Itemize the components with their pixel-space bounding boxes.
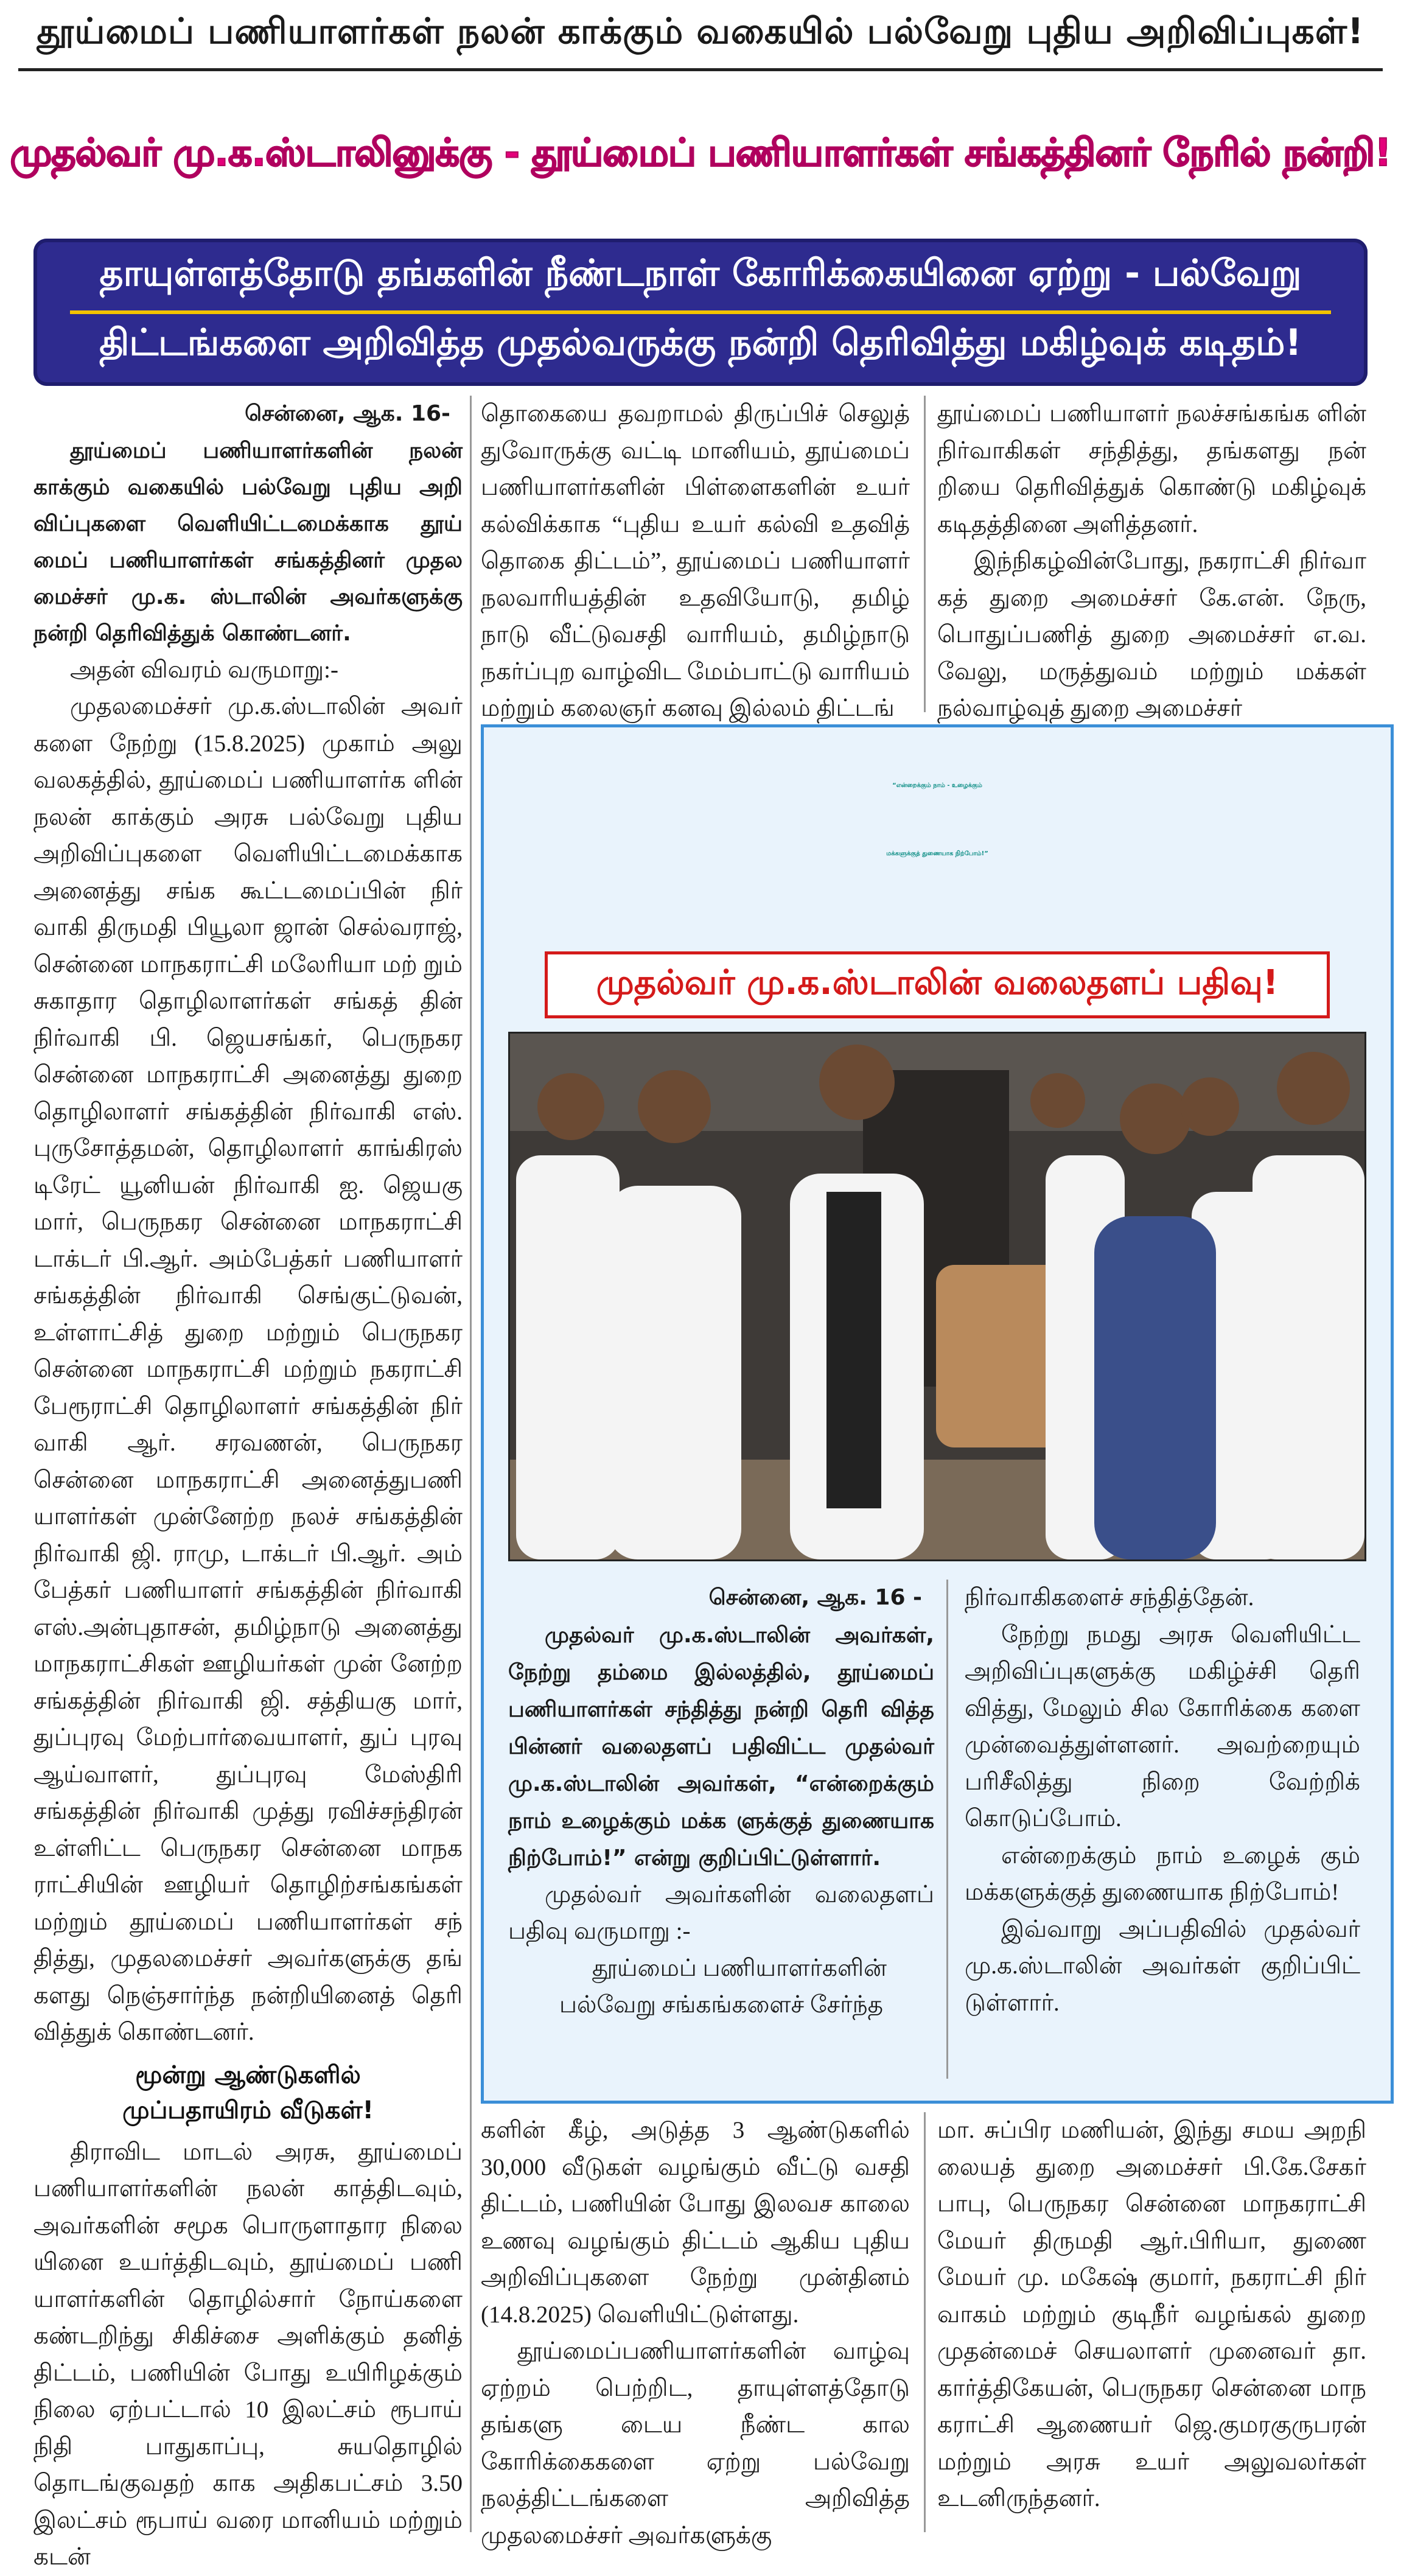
paragraph: நேற்று நமது அரசு வெளியிட்ட அறிவிப்புகளுக்கு மகிழ்ச்சி தெரி வித்து, மேலும் சில கோரிக்கை களை முன்வைத்துள்ளனர். அவற்றையும் பரிசீலித்து நிறை வேற்றிக் கொடுப்போம்.	[965, 1621, 1360, 1832]
lead-paragraph: முதல்வர் மு.க.ஸ்டாலின் அவர்கள், நேற்று தம்மை இல்லத்தில், தூய்மைப் பணியாளர்கள் சந்தித்து நன்றி தெரி வித்த பின்னர் வலைதளப் பதிவிட்ட முதல்வர் மு.க.ஸ்டாலின் அவர்கள், “என்றைக்கும் நாம் உழைக்கும் மக்க ளுக்குத் துணையாக நிற்போம்!” என்று குறிப்பிட்டுள்ளார்.	[508, 1622, 934, 1871]
main-headline: முதல்வர் மு.க.ஸ்டாலினுக்கு - தூய்மைப் பணியாளர்கள் சங்கத்தினர் நேரில் நன்றி!	[10, 130, 1391, 175]
paragraph: தூய்மைப் பணியாளர்களின் பல்வேறு சங்கங்களைச் சேர்ந்த	[559, 1955, 887, 2018]
paragraph: முதல்வர் அவர்களின் வலைதளப் பதிவு வருமாறு :-	[508, 1881, 934, 1944]
column-1	[33, 396, 463, 2570]
top-rule	[18, 68, 1383, 71]
quote-inset-box	[481, 724, 1394, 2104]
paragraph: மா. சுப்பிர மணியன், இந்து சமய அறநி லையத் துறை அமைச்சர் பி.கே.சேகர் பாபு, பெருநகர சென்னை மாநகராட்சி மேயர் திருமதி ஆர்.பிரியா, துணை மேயர் மு. மகேஷ் குமார், நகராட்சி நிர் வாகம் மற்றும் குடிநீர் வழங்கல் துறை முதன்மைச் செயலாளர் முனைவர் தா. கார்த்திகேயன், பெருநகர சென்னை மாந கராட்சி ஆணையர் ஜெ.குமரகுருபரன் மற்றும் அரசு உயர் அலுவலர்கள் உடனிருந்தனர்.	[937, 2117, 1366, 2511]
sub-banner-divider	[70, 310, 1331, 314]
subheading-line-2: முப்பதாயிரம் வீடுகள்!	[122, 2096, 374, 2124]
dateline: சென்னை, ஆக. 16-	[245, 401, 450, 426]
paragraph: களின் கீழ், அடுத்த 3 ஆண்டுகளில் 30,000 வீடுகள் வழங்கும் வீட்டு வசதி திட்டம், பணியின் போது இலவச காலை உணவு வழங்கும் திட்டம் ஆகிய புதிய அறிவிப்புகளை நேற்று முன்தினம் (14.8.2025) வெளியிட்டுள்ளது.	[481, 2117, 910, 2328]
sub-banner-line-2: திட்டங்களை அறிவித்த முதல்வருக்கு நன்றி தெரிவித்து மகிழ்வுக் கடிதம்!	[99, 321, 1302, 364]
column-3-top	[937, 396, 1366, 721]
column-divider	[924, 2112, 926, 2532]
section-subheading	[33, 2057, 463, 2128]
paragraph: முதலமைச்சர் மு.க.ஸ்டாலின் அவர் களை நேற்று (15.8.2025) முகாம் அலு வலகத்தில், தூய்மைப் பணியாளர்க ளின் நலன் காக்கும் அரசு பல்வேறு புதிய அறிவிப்புகளை வெளியிட்டமைக்காக அனைத்து சங்க கூட்டமைப்பின் நிர் வாகி திருமதி பியூலா ஜான் செல்வராஜ், சென்னை மாநகராட்சி மலேரியா மற் றும் சுகாதார தொழிலாளர்கள் சங்கத் தின் நிர்வாகி பி. ஜெயசங்கர், பெருநகர சென்னை மாநகராட்சி அனைத்து துறை தொழிலாளர் சங்கத்தின் நிர்வாகி எஸ். புருசோத்தமன், தொழிலாளர் காங்கிரஸ் டிரேட் யூனியன் நிர்வாகி ஐ. ஜெயகு மார், பெருநகர சென்னை மாநகராட்சி டாக்டர் பி.ஆர். அம்பேத்கர் பணியாளர் சங்கத்தின் நிர்வாகி செங்குட்டுவன், உள்ளாட்சித் துறை மற்றும் பெருநகர சென்னை மாநகராட்சி மற்றும் நகராட்சி பேரூராட்சி தொழிலாளர் சங்கத்தின் நிர் வாகி ஆர். சரவணன், பெருநகர சென்னை மாநகராட்சி அனைத்துபணி யாளர்கள் முன்னேற்ற நலச் சங்கத்தின் நிர்வாகி ஜி. ராமு, டாக்டர் பி.ஆர். அம் பேத்கர் பணியாளர் சங்கத்தின் நிர்வாகி எஸ்.அன்புதாசன், தமிழ்நாடு அனைத்து மாநகராட்சிகள் ஊழியர்கள் முன் னேற்ற சங்கத்தின் நிர்வாகி ஜி. சத்தியகு மார், துப்புரவு மேற்பார்வையாளர், துப் புரவு ஆய்வாளர், துப்புரவு மேஸ்திரி சங்கத்தின் நிர்வாகி முத்து ரவிச்சந்திரன் உள்ளிட்ட பெருநகர சென்னை மாநக ராட்சியின் ஊழியர் தொழிற்சங்கங்கள் மற்றும் தூய்மைப் பணியாளர்கள் சந் தித்து, முதலமைச்சர் அவர்களுக்கு தங் களது நெஞ்சார்ந்த நன்றியினைத் தெரி வித்துக் கொண்டனர்.	[33, 693, 463, 2045]
sub-banner	[33, 239, 1368, 386]
dateline: சென்னை, ஆக. 16 -	[708, 1585, 922, 1610]
column-divider	[924, 396, 926, 712]
news-photo	[508, 1032, 1366, 1561]
inset-column-left	[508, 1580, 934, 2091]
lead-paragraph: தூய்மைப் பணியாளர்களின் நலன் காக்கும் வகையில் பல்வேறு புதிய அறி விப்புகளை வெளியிட்டமைக்காக தூய் மைப் பணியாளர்கள் சங்கத்தினர் முதல மைச்சர் மு.க. ஸ்டாலின் அவர்களுக்கு நன்றி தெரிவித்துக் கொண்டனர்.	[33, 438, 463, 646]
column-2-bottom	[481, 2112, 910, 2549]
inset-column-right	[965, 1580, 1360, 2091]
column-3-bottom	[937, 2112, 1366, 2532]
paragraph: நிர்வாகிகளைச் சந்தித்தேன்.	[965, 1584, 1254, 1611]
paragraph: என்றைக்கும் நாம் உழைக் கும் மக்களுக்குத் துணையாக நிற்போம்!	[965, 1842, 1360, 1905]
pull-quote-line-2: மக்களுக்குத் துணையாக நிற்போம்!”	[886, 850, 988, 857]
paragraph: தூய்மைப் பணியாளர் நலச்சங்கங்க ளின் நிர்வாகிகள் சந்தித்து, தங்களது நன் றியை தெரிவித்துக் கொண்டு மகிழ்வுக் கடிதத்தினை அளித்தனர்.	[937, 401, 1366, 537]
strap-headline: தூய்மைப் பணியாளர்கள் நலன் காக்கும் வகையில் பல்வேறு புதிய அறிவிப்புகள்!	[37, 10, 1364, 52]
sub-banner-line-1: தாயுள்ளத்தோடு தங்களின் நீண்டநாள் கோரிக்கையினை ஏற்று - பல்வேறு	[99, 252, 1302, 295]
pull-quote	[484, 752, 1391, 888]
column-divider	[470, 396, 472, 2532]
column-divider	[946, 1580, 948, 2079]
paragraph: தூய்மைப்பணியாளர்களின் வாழ்வு ஏற்றம் பெற்றிட, தாயுள்ளத்தோடு தங்களு டைய நீண்ட கால கோரிக்கைகளை ஏற்று பல்வேறு நலத்திட்டங்களை அறிவித்த முதலமைச்சர் அவர்களுக்கு	[481, 2338, 910, 2549]
paragraph: இந்நிகழ்வின்போது, நகராட்சி நிர்வா கத் துறை அமைச்சர் கே.என். நேரு, பொதுப்பணித் துறை அமைச்சர் எ.வ. வேலு, மருத்துவம் மற்றும் மக்கள் நல்வாழ்வுத் துறை அமைச்சர்	[937, 548, 1366, 721]
subheading-line-1: மூன்று ஆண்டுகளில்	[135, 2060, 361, 2089]
quote-credit-box: முதல்வர் மு.க.ஸ்டாலின் வலைதளப் பதிவு!	[545, 951, 1330, 1018]
paragraph: திராவிட மாடல் அரசு, தூய்மைப் பணியாளர்களின் நலன் காத்திடவும், அவர்களின் சமூக பொருளாதார நிலை யினை உயர்த்திடவும், தூய்மைப் பணி யாளர்களின் தொழில்சார் நோய்களை கண்டறிந்து சிகிச்சை அளிக்கும் தனித் திட்டம், பணியின் போது உயிரிழக்கும் நிலை ஏற்பட்டால் 10 இலட்சம் ரூபாய் நிதி பாதுகாப்பு, சுயதொழில் தொடங்குவதற் காக அதிகபட்சம் 3.50 இலட்சம் ரூபாய் வரை மானியம் மற்றும் கடன்	[33, 2138, 463, 2570]
paragraph: தொகையை தவறாமல் திருப்பிச் செலுத் துவோருக்கு வட்டி மானியம், தூய்மைப் பணியாளர்களின் பிள்ளைகளின் உயர் கல்விக்காக “புதிய உயர் கல்வி உதவித் தொகை திட்டம்”, தூய்மைப் பணியாளர் நலவாரியத்தின் உதவியோடு, தமிழ் நாடு வீட்டுவசதி வாரியம், தமிழ்நாடு நகர்ப்புற வாழ்விட மேம்பாட்டு வாரியம் மற்றும் கலைஞர் கனவு இல்லம் திட்டங்	[481, 401, 910, 721]
column-2-top	[481, 396, 910, 721]
paragraph: அதன் விவரம் வருமாறு:-	[70, 656, 338, 683]
paragraph: இவ்வாறு அப்பதிவில் முதல்வர் மு.க.ஸ்டாலின் அவர்கள் குறிப்பிட் டுள்ளார்.	[965, 1916, 1360, 2016]
news-photo-illustration	[510, 1034, 1364, 1559]
pull-quote-line-1: “என்றைக்கும் நாம் - உழைக்கும்	[892, 782, 982, 789]
